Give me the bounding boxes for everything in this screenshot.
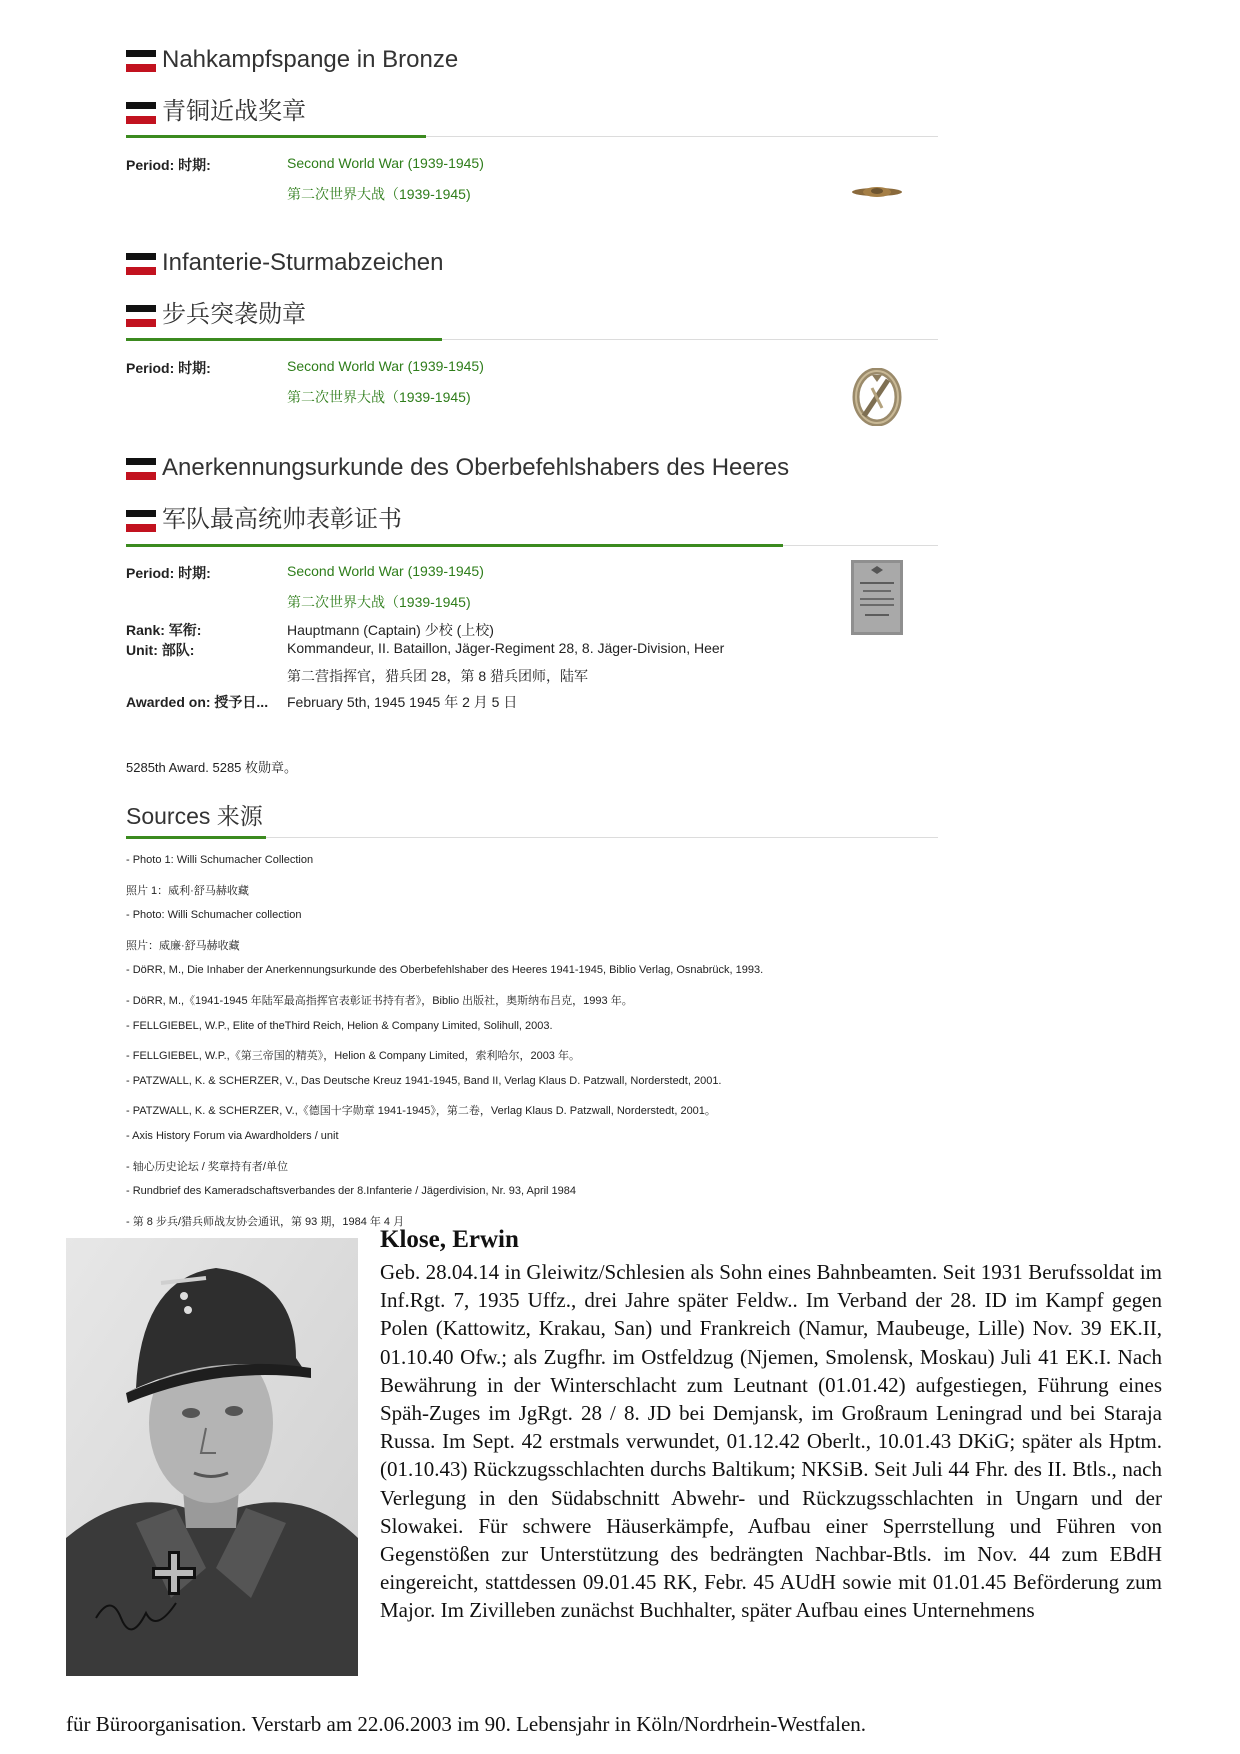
divider-accent [126, 135, 426, 138]
imperial-flag-icon [126, 102, 156, 124]
source-item: - Axis History Forum via Awardholders / unit [126, 1130, 339, 1142]
certificate-image [851, 560, 903, 635]
biography-section [0, 1226, 1240, 1754]
section-infantry-assault-badge [0, 210, 1240, 430]
imperial-flag-icon [126, 253, 156, 275]
source-item: - 第 8 步兵/猎兵师战友协会通讯，第 93 期，1984 年 4 月 [126, 1215, 405, 1228]
sources-title: Sources 来源 [126, 803, 263, 829]
source-item: 照片 1：威利·舒马赫收藏 [126, 884, 249, 897]
award-count-note: 5285th Award. 5285 枚勋章。 [126, 760, 298, 775]
person-name: Klose, Erwin [380, 1226, 519, 1253]
divider-accent [126, 544, 783, 547]
imperial-flag-icon [126, 305, 156, 327]
period-value-zh: 第二次世界大战（1939-1945) [287, 186, 471, 202]
section-title-de [126, 46, 458, 74]
title-zh-text: 步兵突袭勋章 [162, 301, 306, 328]
section-close-combat-clasp [0, 0, 1240, 210]
source-item: - Photo: Willi Schumacher collection [126, 909, 302, 922]
divider-accent [126, 836, 266, 839]
source-item: - PATZWALL, K. & SCHERZER, V.,《德国十字勋章 1941-1945》，第二卷，Verlag Klaus D. Patzwall, Norderstedt, 2001。 [126, 1105, 716, 1118]
rank-label: Rank: 军衔: [126, 622, 202, 638]
sources-section [0, 790, 1240, 1230]
period-value-zh: 第二次世界大战（1939-1945) [287, 594, 471, 610]
period-value-en: Second World War (1939-1945) [287, 563, 484, 579]
imperial-flag-icon [126, 50, 156, 72]
title-de-text: Infanterie-Sturmabzeichen [162, 249, 444, 276]
infantry-assault-badge-image [852, 368, 902, 426]
period-label: Period: 时期: [126, 565, 211, 581]
period-value-en: Second World War (1939-1945) [287, 155, 484, 171]
imperial-flag-icon [126, 510, 156, 532]
period-label: Period: 时期: [126, 157, 211, 173]
imperial-flag-icon [126, 458, 156, 480]
unit-value-zh: 第二营指挥官，猎兵团 28，第 8 猎兵团师，陆军 [287, 668, 589, 684]
title-zh-text: 军队最高统帅表彰证书 [162, 506, 402, 533]
section-title-zh [126, 91, 306, 126]
section-title-de [126, 454, 789, 482]
close-combat-clasp-image [850, 182, 904, 202]
source-item: - FELLGIEBEL, W.P., Elite of theThird Reich, Helion & Company Limited, Solihull, 2003. [126, 1019, 553, 1032]
unit-label: Unit: 部队: [126, 642, 195, 658]
title-de-text: Anerkennungsurkunde des Oberbefehlshabers des Heeres [162, 454, 790, 481]
biography-text: Geb. 28.04.14 in Gleiwitz/Schlesien als Sohn eines Bahnbeamten. Seit 1931 Berufssoldat im Inf.Rgt. 7, 1935 Uffz., drei Jahre später Feldw.. Im Verband der 28. ID im Kampf gegen Polen (Kattowitz, Krakau, San) und Frankreich (Namur, Maubeuge, Lille) Nov. 39 EK.II, 01.10.40 Ofw.; als Zugfhr. im Ostfeldzug (Njemen, Smolensk, Moskau) Juli 41 EK.I. Nach Bewährung in der Winterschlacht zum Leutnant (01.01.42) aufgestiegen, Führung eines Späh-Zuges im JgRgt. 28 / 8. JD bei Demjansk, im Großraum Leningrad und bei Staraja Russa. Im Sept. 42 erstmals verwundet, 01.12.42 Oberlt., 10.01.43 DKiG; später als Hptm. (01.10.43) Rückzugsschlachten durchs Baltikum; NKSiB. Seit Juli 44 Fhr. des II. Btls., nach Verlegung in den Südabschnitt Abwehr- und Rückzugsschlachten in Ungarn und der Slowakei. Für schwere Häuserkämpfe, Aufbau einer Sperrstellung und Führen von Gegenstößen zur Unterstützung des bedrängten Nachbar-Btls. im Nov. 44 zum EBdH eingereicht, stattdessen 09.01.45 RK, Febr. 45 AUdH sowie mit 01.01.45 Beförderung zum Major. Im Zivilleben zunächst Buchhalter, später Aufbau eines Unternehmens [380, 1260, 1162, 1623]
source-item: - DöRR, M., Die Inhaber der Anerkennungsurkunde des Oberbefehlshaber des Heeres 1941-1945, Biblio Verlag, Osnabrück, 1993. [126, 964, 764, 977]
source-item: - PATZWALL, K. & SCHERZER, V., Das Deutsche Kreuz 1941-1945, Band II, Verlag Klaus D. Patzwall, Norderstedt, 2001. [126, 1074, 722, 1087]
rank-value: Hauptmann (Captain) 少校 (上校) [287, 622, 494, 638]
source-item: - DöRR, M.,《1941-1945 年陆军最高指挥官表彰证书持有者》，Biblio 出版社，奥斯纳布吕克，1993 年。 [126, 995, 633, 1007]
period-label: Period: 时期: [126, 360, 211, 376]
section-commendation-certificate [0, 430, 1240, 720]
source-item: - 轴心历史论坛 / 奖章持有者/单位 [126, 1160, 288, 1173]
section-title-de [126, 249, 443, 277]
divider-accent [126, 338, 442, 341]
section-title-zh [126, 499, 402, 534]
biography-last-line: für Büroorganisation. Verstarb am 22.06.2003 im 90. Lebensjahr in Köln/Nordrhein-Westfalen. [66, 1712, 867, 1736]
title-de-text: Nahkampfspange in Bronze [162, 46, 459, 73]
period-value-en: Second World War (1939-1945) [287, 358, 484, 374]
unit-value-en: Kommandeur, II. Bataillon, Jäger-Regiment 28, 8. Jäger-Division, Heer [287, 640, 725, 656]
source-item: - FELLGIEBEL, W.P.,《第三帝国的精英》，Helion & Company Limited，索利哈尔，2003 年。 [126, 1050, 580, 1063]
source-item: - Photo 1: Willi Schumacher Collection [126, 854, 314, 866]
period-value-zh: 第二次世界大战（1939-1945) [287, 389, 471, 405]
awarded-value: February 5th, 1945 1945 年 2 月 5 日 [287, 694, 518, 710]
awarded-label: Awarded on: 授予日... [126, 694, 269, 710]
section-title-zh [126, 294, 306, 329]
source-item: - Rundbrief des Kameradschaftsverbandes der 8.Infanterie / Jägerdivision, Nr. 93, April 1984 [126, 1185, 577, 1198]
portrait-photo [66, 1238, 358, 1676]
title-zh-text: 青铜近战奖章 [162, 98, 306, 125]
source-item: 照片：威廉·舒马赫收藏 [126, 939, 240, 952]
